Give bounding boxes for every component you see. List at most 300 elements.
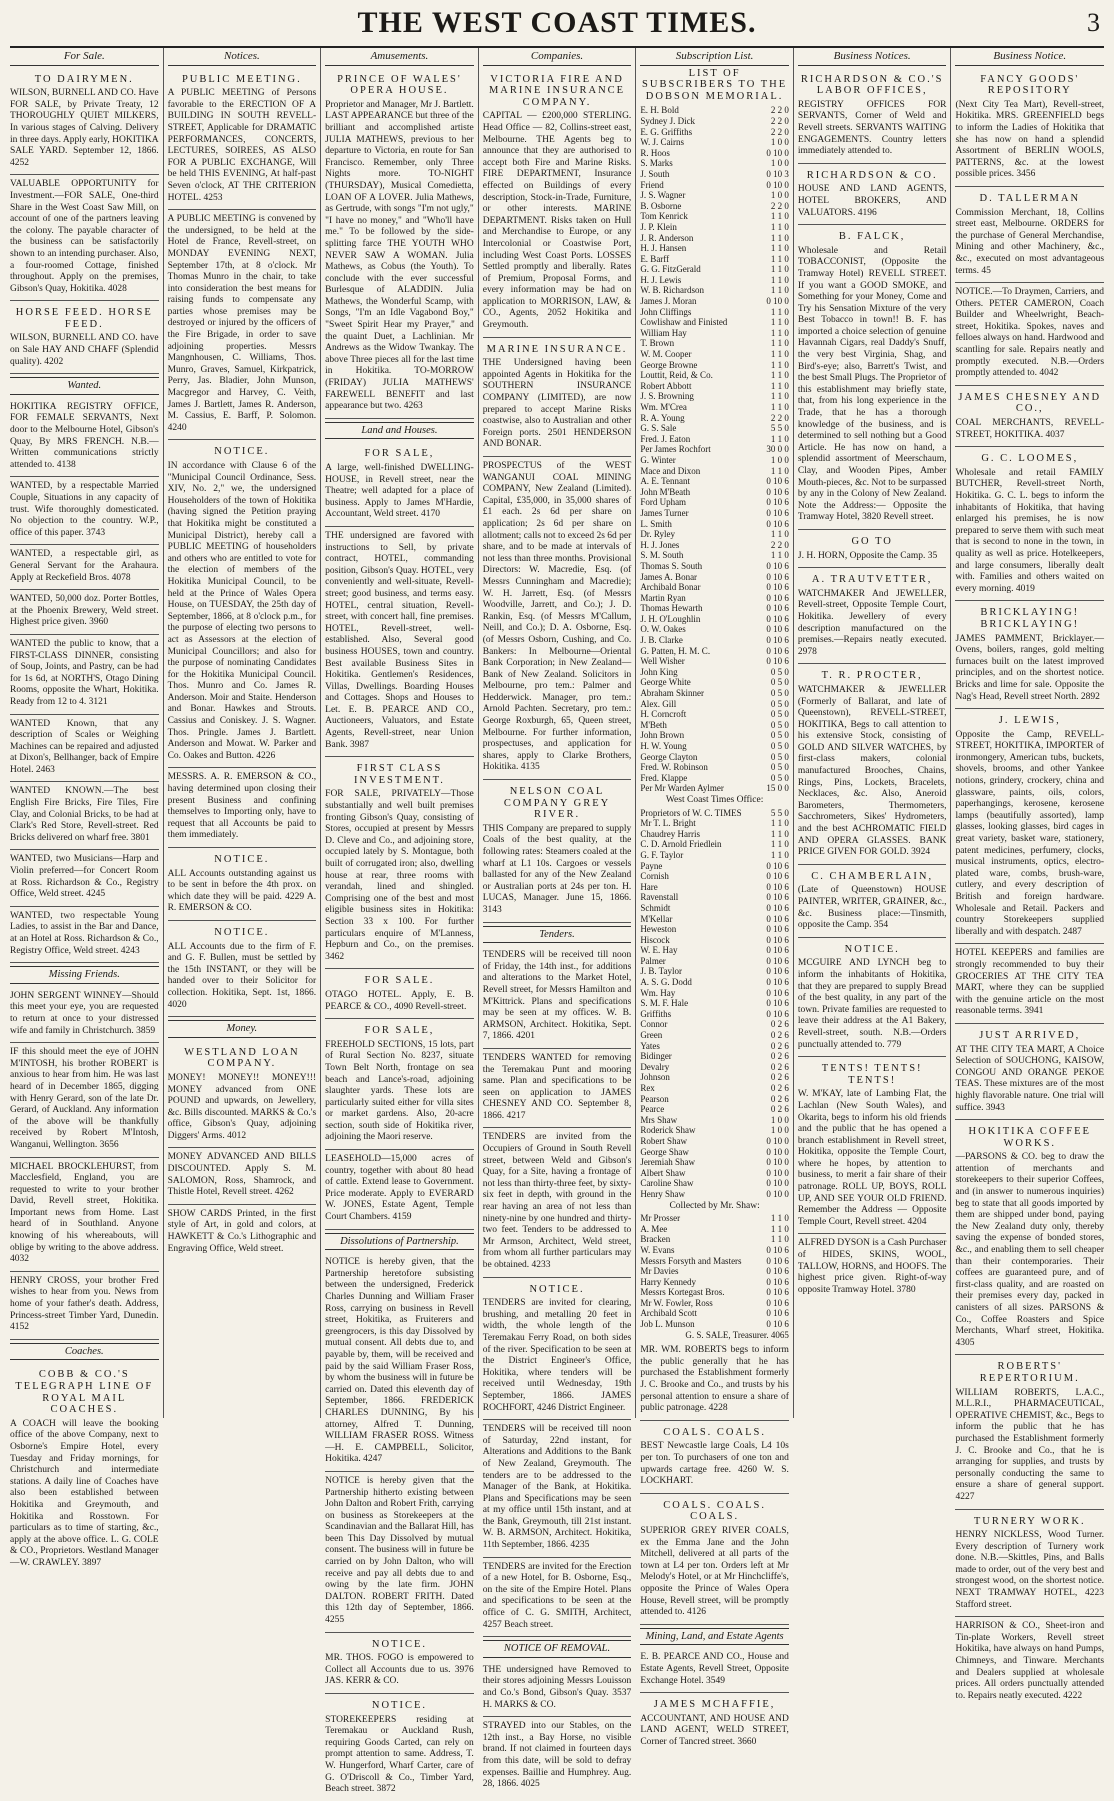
subscriber-row [640,1083,789,1094]
subscriber-name: W. Evans [640,1244,675,1255]
advertisement [168,210,317,440]
subscriber-amount: 1 0 0 [770,1114,789,1125]
subscriber-amount: 1 1 0 [770,1234,789,1245]
advertisement [325,969,474,1019]
subscriber-row [640,1277,789,1288]
ad-title: NOTICE. [529,1283,585,1295]
subscriber-amount: 1 0 0 [770,190,789,201]
subscriber-amount: 0 10 6 [766,1008,789,1019]
subscriber-amount: 1 1 0 [770,433,789,444]
ad-title: NOTICE. [214,926,270,938]
subscriber-row [640,1308,789,1319]
section-heading: Tenders. [483,926,632,944]
subscriber-amount: 5 5 0 [770,423,789,434]
subscriber-row [640,148,789,159]
subscriber-row [640,370,789,381]
subscriber-row [640,1019,789,1030]
subscriber-amount: 0 10 0 [766,1167,789,1178]
advertisement [640,1494,789,1625]
advertisement [10,1158,159,1272]
ad-title: COBB & CO.'S TELEGRAPH LINE OF ROYAL MAIL COACHES. [15,1369,154,1416]
subscriber-row [640,572,789,583]
subscriber-amount: 1 1 0 [770,839,789,850]
subscriber-name: Yates [640,1040,660,1051]
advertisement [640,1341,789,1421]
subscriber-name: E. H. Bold [640,105,679,116]
advertisement [168,768,317,848]
subscriber-amount: 0 10 0 [766,147,789,158]
subscriber-name: Well Wisher [640,656,685,667]
subscriber-amount: 1 1 0 [770,465,789,476]
subscriber-name: Johnson [640,1072,670,1083]
subscriber-name: Mr T. L. Bright [640,818,696,829]
ad-title: C. CHAMBERLAIN, [811,870,934,882]
subscriber-name: H. J. Jones [640,539,680,550]
advertisement [10,782,159,850]
subscriber-name: Mr W. Fowler, Ross [640,1297,713,1308]
subscriber-name: George Clayton [640,751,698,762]
subscriber-row [640,296,789,307]
page-number: 3 [1087,8,1100,37]
advertisement [955,386,1104,447]
subscriber-name: Wm. M'Crea [640,402,687,412]
subscriber-row [640,773,789,784]
subscriber-amount: 2 2 0 [770,115,789,126]
subscriber-row [640,169,789,180]
subscriber-row [640,349,789,360]
subscriber-name: Messrs Kortegast Bros. [640,1287,725,1298]
subscriber-name: Friend [640,179,664,190]
ad-text: STOREKEEPERS residing at Teremakau or Auckland Rush, requiring Goods Carted, can rely on prompt attention to same. Address, T. W. Hungerford, Wharf Carter, care of G. O'Driscoll & Co., Timber Yard, Beach street. 3872 [325,1714,474,1795]
ad-text: (Late of Queenstown) HOUSE PAINTER, WRITER, GRAINER, &c., &c. Business place:—Tinsmith, opposite the Camp. 354 [797,885,947,931]
ad-text: TENDERS WANTED for removing the Teremakau Punt and mooring same. Plan and specifications to be seen on application to JAMES CHESNEY AND CO. September 8, 1866. 4217 [482,1052,632,1121]
subscriber-name: Martin Ryan [640,592,686,603]
advertisement [10,398,159,478]
subscriber-amount: 0 10 6 [766,966,789,977]
subscriber-row [640,966,789,977]
subscriber-name: A. Mee [640,1223,668,1234]
advertisement [168,1148,317,1204]
advertisement [325,68,474,419]
subscriber-amount: 0 10 6 [766,592,789,603]
ad-text: PROSPECTUS of the WEST WANGANUI COAL MINING COMPANY, New Zealand (Limited). Capital, £35,000, in 35,000 shares of £1 each. 2s 6d per share on application; 2s 6d per share on allotment; calls not to exceed 2s 6d per share, and to be made at intervals of not less than three months. Provisional Directors: W. Macredie, Esq. (of Messrs Cunningham and Macredie); W. H. Jarrett, Esq. (of Messrs Woodville, Jarrett, and Co.); J. D. Rankin, Esq. (of Messrs M'Callum, Neill, and Co.); D. A. Osborne, Esq. (of Messrs Osborn, Cushing, and Co. Bankers: In Melbourne—Oriental Bank Corporation; in New Zealand—Bank of New Zealand. Solicitors in Melbourne, pro tem.: Palmer and Hedderwick. Manager, pro tem.: Arnold Pachten. Secretary, pro tem.: George Roxburgh, 65, Queen street, Melbourne. For further information, prospectuses, and application for shares, apply to Clarke Brothers, Hokitika. 4135 [482,461,632,773]
subscriber-name: G. G. FitzGerald [640,264,701,275]
subscriber-row [640,818,789,829]
subscriber-name: S. M. F. Hale [640,998,689,1009]
subscriber-name: Chaudrey Harris [640,828,701,839]
advertisement [168,921,317,1017]
subscriber-row [640,762,789,773]
subscriber-amount: 15 0 0 [766,783,789,794]
advertisement [10,1363,159,1574]
subscriber-name: John M'Beath [640,486,691,497]
ad-text: HENRY CROSS, your brother Fred wishes to hear from you. News from home of your father's death. Address, Princess-street Timber Yard, Dunedin. 4152 [10,1275,159,1333]
subscriber-amount: 1 1 0 [770,828,789,839]
advertisement [10,987,159,1043]
subscriber-amount: 0 2 6 [770,1083,789,1093]
subscriber-row [640,243,789,254]
ad-title: A. TRAUTVETTER, [811,574,933,586]
advertisement [798,938,947,1057]
ad-text: FREEHOLD SECTIONS, 15 lots, part of Rural Section No. 8237, situate Town Belt North, frontage on sea beach and Lance's-road, adjoining slaughter yards. These lots are particularly suited either for villa sites or market gardens. Also, 20-acre section, south side of Hokitika river, adjoining the Maori reserve. [325,1039,474,1143]
subscriber-name: G. S. Sale [640,423,677,434]
advertisement [325,1150,474,1230]
subscriber-amount: 1 1 0 [770,818,789,829]
ad-title: PUBLIC MEETING. [181,73,302,85]
subscriber-name: Bidinger [640,1051,672,1062]
ad-title: RICHARDSON & CO.'S LABOR OFFICES, [800,73,944,97]
section-heading: Missing Friends. [10,966,159,984]
subscriber-amount: 0 10 6 [766,881,789,892]
advertisement [10,907,159,963]
ad-text: SHOW CARDS Printed, in the first style of Art, in gold and colors, at HAWKETT & Co.'s Lithographic and Engraving Office, Weld street. [167,1208,317,1254]
subscriber-amount: 0 5 0 [770,719,789,730]
subscriber-name: J. P. Klein [640,221,677,232]
advertisement [483,1558,632,1638]
subscriber-amount: 0 10 6 [766,645,789,656]
advertisement [483,1717,632,1796]
ad-text: WANTED, two respectable Young Ladies, to assist in the Bar and Dance, at an Hotel at Ross. Richardson & Co., Registry Office, Weld street. 4243 [10,910,159,956]
subscriber-amount: 0 10 6 [766,924,789,935]
subscriber-row [640,1115,789,1126]
ad-text: NOTICE.—To Draymen, Carriers, and Others. PETER CAMERON, Coach Builder and Wheelwright, Beach-street, Hokitika. Spokes, naves and felloes always on hand. Hardwood and scantling for sale. Repairs neatly and promptly executed. N.B.—Orders promptly attended to. 4042 [955,287,1105,379]
subscriber-row [640,137,789,148]
ad-title: G. C. LOOMES, [981,453,1079,465]
subscriber-row [640,423,789,434]
advertisement [955,944,1104,1024]
subscriber-amount: 1 1 0 [770,232,789,243]
subscriber-name: G. F. Taylor [640,849,684,860]
subscriber-name: Alex. Gill [640,698,677,709]
subscriber-amount: 1 1 0 [770,391,789,402]
column-heading: Subscription List. [640,48,789,66]
column-heading: Companies. [483,48,632,66]
ad-title: PRINCE OF WALES' OPERA HOUSE. [337,73,462,97]
subscriber-amount: 0 2 6 [770,1030,789,1041]
subscriber-amount: 0 10 0 [766,1157,789,1168]
ad-text: MESSRS. A. R. EMERSON & CO., having determined upon closing their present Business and confining themselves to Importing only, have to request that all Accounts be paid to them immediately. [167,772,317,841]
subscriber-amount: 0 10 6 [766,1308,789,1319]
subscriber-name: Dr. Ryley [640,529,675,540]
advertisement [798,225,947,530]
advertisement [798,68,947,164]
subscriber-name: Per James Rochfort [640,444,711,455]
subscriber-amount: 1 0 0 [770,137,789,148]
subscriber-row [640,730,789,741]
subscriber-row [640,688,789,699]
subscriber-row [640,1224,789,1235]
subscriber-name: Albert Shaw [640,1167,686,1178]
ad-text: IF this should meet the eye of JOHN M'INTOSH, his brother ROBERT is anxious to hear from him. He was last heard of in December 1865, digging with Henry Gerard, son of the late Dr. Gerard, of Auckland. Any information of the above will be thankfully received by Robert M'Intosh, Wanganui, Wellington. 3656 [10,1047,159,1150]
advertisement [325,1472,474,1633]
column [951,48,1108,1701]
ad-text: STRAYED into our Stables, on the 12th inst., a Bay Horse, no visible brand. If not claimed in fourteen days from this date, will be sold to defray expenses. Baillie and Humphrey. Aug. 28, 1866. 4025 [482,1721,632,1790]
ad-text: HENRY NICKLESS, Wood Turner. Every description of Turnery work done. N.B.—Skittles, Pins, and Balls made to order, out of the very best and strongest wood, on the shortest notice. NEXT TRAMWAY HOTEL, 4223 Stafford street. [955,1530,1105,1610]
subscriber-row [640,519,789,530]
subscriber-amount: 1 1 0 [770,550,789,561]
section-heading: Mining, Land, and Estate Agents [640,1628,789,1646]
subscriber-row [640,850,789,861]
subscriber-name: James A. Bonar [640,571,698,582]
subscriber-name: James J. Moran [640,296,697,307]
subscriber-name: W. M. Cooper [640,349,692,360]
ad-text: JOHN SERGENT WINNEY—Should this meet your eye, you are requested to return at once to your distressed wife and family in Christchurch. 3859 [10,990,159,1036]
ad-text: THE Undersigned having been appointed Agents in Hokitika for the SOUTHERN INSURANCE COMPANY (LIMITED), are now prepared to accept Marine Risks coastwise, also to Australian and other Foreign ports. 2501 HENDERSON AND BONAR. [482,358,632,450]
subscriber-row [640,829,789,840]
subscriber-row [640,720,789,731]
subscriber-name: Per Mr Warden Aylmer [640,783,724,794]
subscriber-row [640,211,789,222]
subscriber-name: Connor [640,1019,668,1030]
advertisement [325,757,474,969]
subscriber-name: James Turner [640,507,689,518]
subscriber-amount: 1 0 0 [770,1125,789,1136]
subscriber-row [640,1287,789,1298]
subscriber-row [640,892,789,903]
subscriber-name: Cornish [640,871,669,882]
subscriber-amount: 0 10 6 [766,1297,789,1308]
advertisement [325,442,474,527]
subscription-list-title: LIST OF SUBSCRIBERS TO THE DOBSON MEMORIAL. [642,67,788,102]
subscriber-row [640,466,789,477]
subscriber-amount: 0 10 6 [766,486,789,497]
subscriber-amount: 0 10 6 [766,1319,789,1330]
subscriber-amount: 0 10 0 [766,1146,789,1157]
ad-text: —PARSONS & CO. beg to draw the attention of merchants and storekeepers to their superior Coffees, and (in answer to numerous inquiries) beg to state that all goods imported by them are shipped under bond, paying the New Zealand duty only, thereby saving the expense of bonded stores, &c., and enabling them to sell cheaper than their contemporaries. Their coffees are guaranteed pure, and of first-class quality, and are roasted on their premises every day, packed in canisters of all sizes. PARSONS & Co., Coffee Roasters and Spice Merchants, Wharf street, Hokitika. 4305 [955,1152,1105,1348]
advertisement [955,283,1104,386]
subscriber-row [640,699,789,710]
subscriber-row [640,360,789,371]
subscriber-name: E. G. Griffiths [640,126,693,137]
subscriber-amount: 2 2 0 [770,412,789,423]
subscriber-row [640,924,789,935]
advertisement [640,1693,789,1753]
subscriber-row [640,1094,789,1105]
subscriber-amount: 0 10 6 [766,1255,789,1266]
ad-title: JAMES CHESNEY AND CO., [958,391,1102,415]
subscriber-name: Robert Abbott [640,380,692,391]
subscriber-amount: 1 1 0 [770,274,789,285]
ad-text: ACCOUNTANT, AND HOUSE AND LAND AGENT, WELD STREET, Corner of Tancred street. 3660 [640,1713,789,1747]
advertisement [483,68,632,338]
advertisement [955,1355,1104,1509]
subscriber-name: Heweston [640,924,677,935]
advertisement [10,175,159,301]
subscriber-amount: 0 10 0 [766,296,789,307]
ad-text: COAL MERCHANTS, REVELL-STREET, HOKITIKA. 4037 [955,418,1105,440]
advertisement [955,447,1104,601]
subscriber-row [640,603,789,614]
advertisement [325,1694,474,1801]
subscriber-name: W. B. Richardson [640,285,704,296]
subscriber-row [640,709,789,720]
advertisement [640,1648,789,1693]
subscriber-row [640,582,789,593]
subscriber-name: Abraham Skinner [640,688,705,699]
ad-text: MICHAEL BROCKLEHURST, from Macclesfield, England, you are requested to write to your brother David, Revell street, Hokitika. Important news from Home. Last heard of in Southland. Anyone knowing of his whereabouts, will oblige by writing to the above address. 4032 [10,1161,159,1265]
advertisement [10,545,159,590]
subscriber-name: W. E. Hay [640,945,678,956]
subscriber-row [640,882,789,893]
ad-text: E. B. PEARCE AND CO., House and Estate Agents, Revell Street, Opposite Exchange Hotel. 3549 [640,1652,789,1686]
subscriber-row [640,434,789,445]
subscriber-row [640,977,789,988]
ad-text: LEASEHOLD—15,000 acres of country, together with about 80 head of cattle. Extend lease to Government. Price moderate. Apply to EVERARD W. JONES, Estate Agent, Temple Court Chambers. 4159 [325,1154,474,1223]
subscriber-name: Griffiths [640,1008,672,1019]
advertisement [168,1205,317,1260]
subscriber-amount: 0 2 6 [770,1104,789,1115]
ad-text: TENDERS are invited for the Erection of a new Hotel, for B. Osborne, Esq., on the site of the Empire Hotel. Plans and specifications to be seen at the office of C. G. SMITH, Architect, 4257 Beach street. [482,1561,632,1630]
subscriber-name: M'Kellar [640,913,673,924]
subscriber-name: Palmer [640,955,666,966]
subscriber-name: Thomas S. South [640,560,703,571]
advertisement [798,568,947,664]
ad-title: FOR SALE, [364,448,435,460]
subscriber-name: Green [640,1030,663,1041]
subscriber-name: Jeremiah Shaw [640,1157,696,1168]
subscriber-amount: 0 10 6 [766,497,789,508]
subscriber-name: J. R. Anderson [640,232,694,243]
subscriber-name: A. E. Tennant [640,476,691,487]
newspaper-title: THE WEST COAST TIMES. [357,6,757,39]
subscriber-row [640,561,789,572]
ad-title: WESTLAND LOAN COMPANY. [184,1046,300,1070]
subscriber-name: Mace and Dixon [640,465,701,476]
subscriber-row [640,1147,789,1158]
subscriber-row [640,646,789,657]
subscriber-row [640,413,789,424]
advertisement [168,68,317,211]
subscriber-amount: 0 10 6 [766,1287,789,1298]
subscriber-row [640,529,789,540]
subscriber-name: Archibald Scott [640,1308,698,1319]
subscriber-row [640,116,789,127]
subscriber-amount: 0 10 6 [766,1244,789,1255]
ad-text: AT THE CITY TEA MART, A Choice Selection of SOUCHONG, KAISOW, CONGOU AND ORANGE PEKOE TEAS. These mixtures are of the most highly flavorable nature. One trial will suffice. 3943 [955,1044,1105,1113]
subscriber-row [640,264,789,275]
subscriber-amount: 0 2 6 [770,1040,789,1051]
advertisement [955,68,1104,187]
ad-title: FOR SALE. [364,975,435,987]
ad-title: COALS. COALS. [663,1426,766,1438]
subscriber-row [640,1245,789,1256]
ad-text: HOTEL KEEPERS and families are strongly recommended to buy their GROCERIES AT THE CITY TEA MART, where they can be supplied with the genuine article on the most reasonable terms. 3941 [955,948,1105,1017]
subscriber-amount: 1 1 0 [770,849,789,860]
subscriber-amount: 0 10 6 [766,977,789,988]
subscriber-row [640,508,789,519]
ad-text: THE undersigned are favored with instructions to Sell, by private contract, HOTEL, commanding position, Gibson's Quay. HOTEL, very conveniently and well-situate, Revell-street; good business, and terms easy. HOTEL, central situation, Revell-street, with concert hall, fine premises. HOTEL, Revell-street, well-established. Also, Several good business HOUSES, town and country. Best available Business Sites in Hokitika. Gentlemen's Residences, Villas, Dwellings. Boarding Houses and Cottages. Shops and Houses to Let. E. B. PEARCE AND CO., Auctioneers, Valuators, and Estate Agents, Revell-street, near Union Bank. 3987 [325,530,474,750]
subscriber-amount: 0 2 6 [770,1093,789,1104]
subscriber-amount: 2 2 0 [770,200,789,211]
column [164,48,322,1418]
subscriber-name: Ravenstall [640,892,679,903]
ad-title: GO TO [851,535,893,547]
subscriber-amount: 1 1 0 [770,211,789,222]
subscriber-amount: 30 0 0 [766,444,789,455]
ad-text: Opposite the Camp, REVELL-STREET, HOKITIKA, IMPORTER of ironmongery, American tubs, buckets, shovels, brooms, and other Yankee notions, grindery, crockery, china and glassware, paints, oils, colors, paperhangings, kerosene, kerosene lamps (beautifully assorted), lamp glasses, looking glasses, bird cages in great variety, basket ware, stationery, patent medicines, perfumery, clocks, musical instruments, optics, electro-plated ware, combs, brush-ware, cutlery, and every description of British and foreign hardware. Wholesale and Retail. Packers and country Storekeepers supplied liberally and with despatch. 2487 [955,729,1105,937]
subscriber-row [640,455,789,466]
ad-text: FOR SALE, PRIVATELY—Those substantially and well built premises fronting Gibson's Quay, consisting of Stores, occupied at present by Messrs D. Cleve and Co., and adjoining store, occupied lately by S. Montague, both built of corrugated iron; also, dwelling house at rear, three rooms with verandah, lined and shingled. Comprising one of the best and most eligible business sites in Hokitika: Section 33 x 100. For further particulars enquire of M'Lanness, Hepburn and Co., on the premises. 3462 [325,789,474,962]
advertisement [10,68,159,176]
subscriber-amount: 1 1 0 [770,253,789,264]
ad-text: WATCHMAKER And JEWELLER, Revell-street, Opposite Temple Court, Hokitika. Jewellery of every description manufactured on the premises.—Repairs neatly executed. 2978 [797,588,947,657]
ad-title: J. LEWIS, [998,715,1061,727]
subscriber-name: Fred. Klappe [640,772,688,783]
advertisement [483,946,632,1049]
ad-text: ALL Accounts outstanding against us to be sent in before the 4th prox. on which date they will be paid. 4229 A. R. EMERSON & CO. [167,868,317,914]
subscriber-name: L. Smith [640,518,672,529]
ad-text: J. H. HORN, Opposite the Camp. 35 [797,550,938,561]
subscriber-amount: 1 1 0 [770,264,789,275]
subscriber-row [640,741,789,752]
subscriber-amount: 2 2 0 [770,539,789,550]
subscriber-name: J. S. Browning [640,391,694,402]
subscriber-amount: 1 1 0 [770,370,789,381]
subscriber-name: H. Corncroft [640,709,687,720]
subscriber-row [640,444,789,455]
column [321,48,479,1795]
subscriber-row [640,1189,789,1200]
advertisement [483,1049,632,1129]
subscriber-row [640,540,789,551]
ad-title: MARINE INSURANCE. [486,343,628,355]
subscriber-name: A. S. G. Dodd [640,977,692,988]
ad-text: WILLIAM ROBERTS, L.A.C., M.L.R.I., PHARMACEUTICAL, OPERATIVE CHEMIST, &c., Begs to inform the public that he has purchased the Establishment formerly J. C. Brooke and Co., that he is arranging for supplies, and trusts by personally conducting the same to ensure a share of general support. 4227 [955,1387,1105,1502]
columns [6,48,1108,1795]
advertisement [483,1420,632,1558]
subscriber-row [640,1030,789,1041]
advertisement [10,715,159,783]
ad-text: Commission Merchant, 18, Collins street east, Melbourne. ORDERS for the purchase of General Merchandise, Mining and other Machinery, &c., &c., executed on most advantageous terms. 45 [955,207,1105,276]
subscriber-amount: 0 2 6 [770,1072,789,1083]
subscriber-row [640,1072,789,1083]
subscriber-row [640,988,789,999]
subscriber-row [640,222,789,233]
ad-text: MONEY! MONEY!! MONEY!!! MONEY advanced from ONE POUND and upwards, on Jewellery, &c. Bills discounted. MARKS & Co.'s office, Gibson's Quay, adjoining Diggers' Arms. 4012 [167,1072,317,1141]
ad-text: IN accordance with Clause 6 of the "Municipal Council Ordinance, Sess. XIV, No. 2," we, the undersigned Householders of the town of Hokitika (having signed the Petition praying that Hokitika might be constituted a Municipal District), hereby call a PUBLIC MEETING of householders and others who are entitled to vote for the election of members of the Hokitika Municipal Council, to be held at the Prince of Wales Opera House, on TUESDAY, the 25th day of September, 1866, at 8 o'clock p.m., for the purpose of electing two persons to act as Assessors at the election of Municipal Councillors; and also for the purpose of nominating Candidates for the Hokitika Municipal Council. Thos. Munro and Co. James R. Anderson. Moir and Staite. Henderson and Bonar. Hawkes and Strouts. Cassius and Coniskey. J. S. Wagner. Thos. Pringle. James J. Bartlett. Anderson and Mowat. W. Parker and Co. Oakes and Button. 4226 [167,461,317,761]
subscriber-row [640,1213,789,1224]
ad-text: Proprietor and Manager, Mr J. Bartlett. LAST APPEARANCE but three of the brilliant and accomplished artiste JULIA MATHEWS, previous to her departure to Victoria, en route for San Francisco. Remember, only Three Nights more. TO-NIGHT (THURSDAY), Musical Comedietta, LOAN OF A LOVER. Julia Mathews, as Gertrude, with songs "I'm not ugly," "I have no money," and "Who'll have me." To be followed by the side-splitting farce THE YOUTH WHO NEVER SAW A WOMAN. Julia Mathews, as Cobus (the Youth). To conclude with the ever successful Burlesque of ALADDIN. Julia Mathews, the Wonderful Scamp, with Songs, "I'm an Idle Vagabond Boy," "Sweet Spirit Hear my Prayer," and the quaint Duet, a Lachlinian. Mr Andrews as the Widow Twankay. The above Three pieces all for the last time in Hokitika. TO-MORROW (FRIDAY) JULIA MATHEWS' FAREWELL BENEFIT and last appearance but two. 4263 [325,99,474,412]
subscriber-row [640,614,789,625]
subscriber-row [640,1136,789,1147]
advertisement [955,1024,1104,1120]
subscriber-name: H. J. Lewis [640,274,682,285]
subscriber-amount: 0 10 6 [766,635,789,646]
section-heading: Wanted. [10,377,159,395]
ad-title: NELSON COAL COMPANY GREY RIVER. [503,786,611,821]
advertisement [798,664,947,865]
subscriber-name: Rex [640,1083,655,1093]
subscriber-name: M'Beth [640,719,667,730]
subscriber-row [640,593,789,604]
ad-title: BRICKLAYING! BRICKLAYING! [980,607,1080,630]
subscriber-amount: 1 1 0 [770,529,789,540]
subscriber-amount: 0 10 6 [766,603,789,614]
ad-text: A PUBLIC MEETING is convened by the undersigned, to be held at the Hotel de France, Revell-street, on MONDAY EVENING NEXT, September 17th, at 8 o'clock. Mr Thomas Munro in the chair, to take into consideration the best means for raising funds to compensate any parties whose premises may be destroyed or injured by the officers of the Fire Brigade, in order to save adjoining properties. Messrs Mangnhousen, C. Williams, Thos. Munro, Graves, Samuel, Kirkpatrick, Perry, Jas. Bladier, John Munson, Macgregor and Harvey, C. Veith, James J. Bartlett, James R. Anderson, M. Cassius, E. Barff, P. Solomon. 4240 [167,214,317,433]
subscriber-row [640,1062,789,1073]
subscriber-name: G. Patten, H. M. C. [640,645,711,656]
ad-title: TENTS! TENTS! TENTS! [821,1063,923,1086]
subscriber-amount: 2 2 0 [770,126,789,137]
subscriber-row [640,656,789,667]
ad-title: NOTICE. [214,446,270,458]
subscriber-amount: 1 1 0 [770,402,789,412]
ad-title: COALS. COALS. COALS. [663,1499,766,1523]
subscriber-name: Archibald Bonar [640,582,701,593]
advertisement [955,1510,1104,1618]
subscriber-row [640,871,789,882]
ad-title: B. FALCK, [838,231,906,243]
